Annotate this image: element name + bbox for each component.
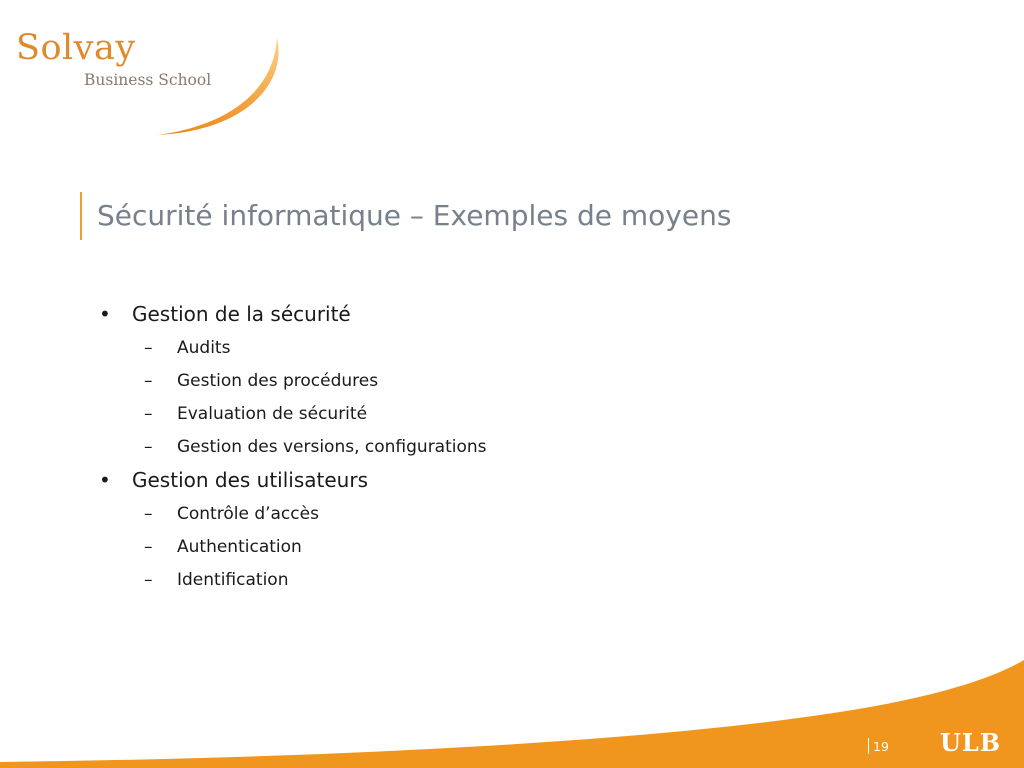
bullet-text: Gestion de la sécurité xyxy=(132,302,351,326)
sub-item-text: Authentication xyxy=(177,537,302,557)
dash-icon: – xyxy=(144,504,153,524)
bullet-icon: • xyxy=(99,302,111,326)
dash-icon: – xyxy=(144,437,153,457)
logo-subtitle: Business School xyxy=(84,71,212,89)
sub-item-text: Gestion des procédures xyxy=(177,371,379,391)
sub-item-text: Evaluation de sécurité xyxy=(177,404,368,424)
dash-icon: – xyxy=(144,371,153,391)
page-number-separator xyxy=(868,738,869,754)
bullet-text: Gestion des utilisateurs xyxy=(132,468,368,492)
dash-icon: – xyxy=(144,537,153,557)
sub-item-text: Identification xyxy=(177,570,289,590)
dash-icon: – xyxy=(144,404,153,424)
sub-item-text: Contrôle d’accès xyxy=(177,504,319,524)
logo-brand: Solvay xyxy=(16,28,136,68)
slide-title: Sécurité informatique – Exemples de moyens xyxy=(97,199,732,232)
dash-icon: – xyxy=(144,338,153,358)
page-number-text: 19 xyxy=(873,739,889,754)
sub-item-text: Gestion des versions, configurations xyxy=(177,437,487,457)
ulb-logo: ULB xyxy=(940,728,1002,757)
bullet-icon: • xyxy=(99,468,111,492)
sub-item-text: Audits xyxy=(177,338,231,358)
page-number xyxy=(868,738,889,754)
dash-icon: – xyxy=(144,570,153,590)
